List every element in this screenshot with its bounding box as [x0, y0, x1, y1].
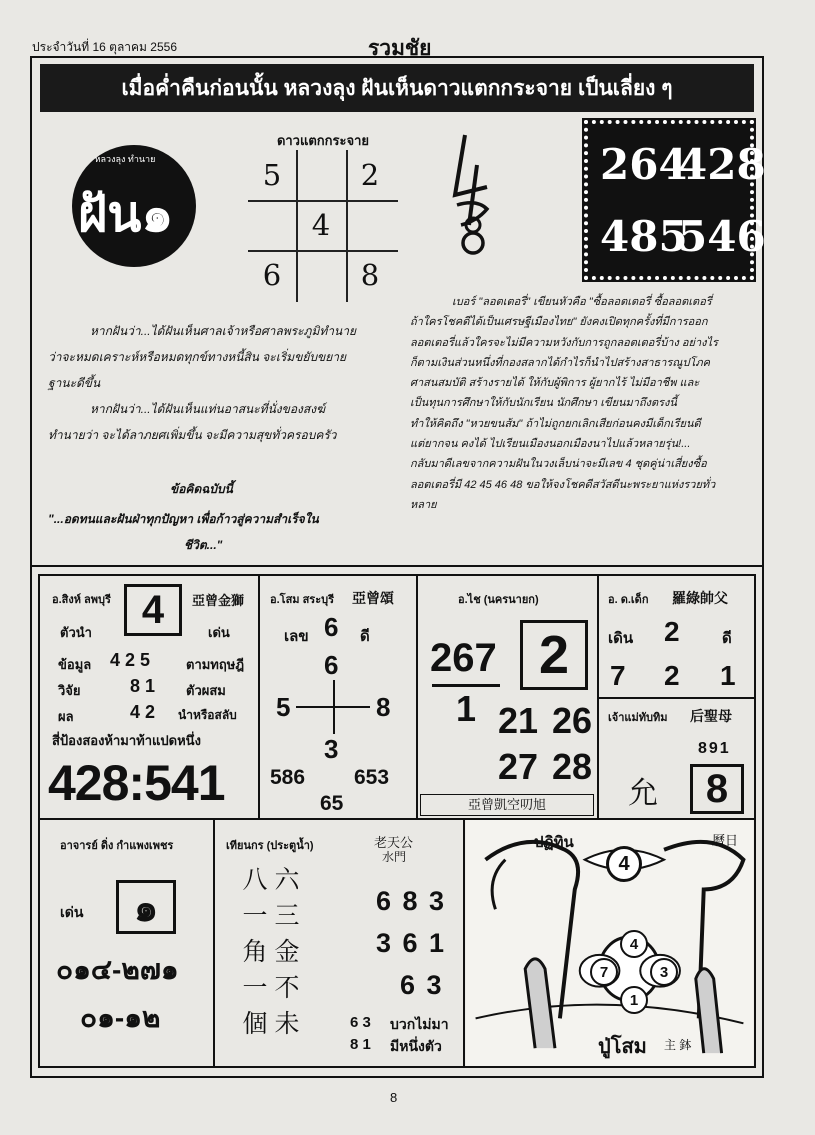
tian-col1-char: 角 — [242, 937, 268, 966]
singh-row-value-3: 4 2 — [130, 702, 156, 722]
singh-lead-label: ตัวนำ — [60, 625, 92, 640]
tian-chinese-top: 老天公 — [374, 835, 414, 850]
ding-line-2: ๐๑-๑๒ — [80, 1002, 161, 1033]
tian-foot-2-num: 8 1 — [350, 1036, 371, 1053]
right-para-line: ถ้าใครโชคดีได้เป็นเศรษฐีเมืองไทย" ยังคงเปิดทุกครั้งที่มีการออก — [410, 316, 708, 329]
dek-title: อ. ด.เด็ก — [608, 594, 649, 606]
grid-line-v1 — [296, 150, 298, 302]
grid-bottom-left: 6 — [262, 258, 282, 292]
page-date: ประจำวันที่ 16 ตุลาคม 2556 — [32, 40, 177, 54]
right-para-line: ทำให้คิดถึง "หวยขนส้ม" ถ้าไม่ถูกยกเลิกเสียก่อนคงมีเด็กเรียนดี — [410, 417, 701, 430]
calendar-petal-right-circle — [650, 958, 678, 986]
divider-bottom — [38, 1066, 756, 1068]
calendar-petal-left: 7 — [599, 963, 609, 981]
tian-col1-char: 個 — [242, 1009, 268, 1038]
som-title: อ.โสม สระบุรี — [270, 594, 335, 606]
headline-text: เมื่อค่ำคืนก่อนนั้น หลวงลุง ฝันเห็นดาวแตกกระจาย เป็นเลี่ยง ๆ — [121, 76, 673, 100]
singh-row-note-2: ตัวผสม — [186, 683, 226, 698]
singh-row-note-1: ตามทฤษฎี — [186, 657, 245, 672]
tubtim-boxed-digit: 8 — [705, 766, 729, 811]
tubtim-glyph: 允 — [628, 777, 658, 810]
tian-foot-1-num: 6 3 — [350, 1014, 371, 1031]
tian-chinese-sub: 水門 — [382, 850, 407, 864]
som-right-num: 653 — [354, 766, 390, 789]
calendar-top-digit: 4 — [618, 852, 630, 875]
tian-foot-2-text: มีหนึ่งตัว — [390, 1038, 442, 1054]
tubtim-small-num: 891 — [698, 740, 731, 757]
divider-v4 — [213, 818, 215, 1066]
calendar-chinese: 曆日 — [712, 833, 739, 848]
chai-boxed-box — [520, 620, 588, 690]
right-para-line: ลอตเตอรี่แล้วใครจะไม่มีความหวังกับการถูกลอตเตอรี่บ้าง อย่างไร — [410, 336, 718, 349]
divider-left — [38, 574, 40, 1068]
singh-row-value-2: 8 1 — [130, 676, 156, 696]
singh-row-label-1: ข้อมูล — [58, 657, 92, 672]
chai-footer-box — [420, 794, 594, 816]
right-para-line: เบอร์ "ลอตเตอรี่" เขียนหัวคือ "ซื้อลอตเตอรี่ ซื้อลอตเตอรี่ — [452, 296, 712, 308]
left-para-line: หากฝันว่า...ได้ฝันเห็นแท่นอาสนะที่นั่งของสงฆ์ — [90, 402, 326, 416]
som-bottom-num: 65 — [320, 792, 344, 815]
divider-right — [754, 574, 756, 1068]
dek-chinese: 羅綠帥父 — [672, 590, 728, 606]
right-para-line: ศาสนสมบัติ สร้างรายได้ ให้กับผู้พิการ ผู้ยากไร้ ไม่มีอาชีพ และ — [410, 377, 700, 390]
right-para-line: กลับมาดีเลขจากความฝันในวงเล็บน่าจะมีเลข 4 ชุดคู่น่าเสี่ยงซื้อ — [410, 458, 707, 471]
divider-v2 — [416, 574, 418, 818]
chai-pair-2: 26 — [552, 700, 593, 741]
som-cross-bottom: 3 — [324, 734, 339, 764]
calendar-petal-right: 3 — [659, 963, 669, 981]
singh-top-digit-box — [124, 584, 182, 636]
divider-inner-top — [38, 574, 756, 576]
left-para-line: ฐานะดีขึ้น — [48, 376, 101, 390]
singh-row-label-2: วิจัย — [58, 683, 81, 698]
divider-dek — [597, 697, 756, 699]
calendar-top-digit-circle — [606, 846, 642, 882]
right-para-line: ก็ตามเงินส่วนหนึ่งที่กองสลากได้กำไรก็นำไปสร้างสาธารณูปโภค — [410, 356, 711, 369]
ding-boxed-box — [116, 880, 176, 934]
calendar-petal-top: 4 — [629, 935, 639, 953]
tubtim-title: เจ้าแม่ทับทิม — [608, 712, 668, 724]
chai-boxed-digit: 2 — [538, 625, 570, 685]
featured-number-3: 485 — [600, 212, 688, 261]
tian-col1-char: 一 — [242, 901, 268, 930]
handwritten-digits-graphic — [447, 125, 507, 265]
divider-top-sections — [30, 565, 764, 567]
singh-title: อ.สิงห์ ลพบุรี — [52, 594, 111, 606]
tian-col1-char: 八 — [242, 865, 268, 894]
ding-line-1: ๐๑๔-๒๗๑ — [56, 954, 179, 985]
chai-pair-3: 27 — [498, 746, 539, 787]
right-para-line: ลอตเตอรี่มี 42 45 46 48 ขอให้จงโชคดีสวัสดีนะพระยาแห่งรวยทั่ว — [410, 478, 716, 491]
grid-line-h2 — [248, 250, 398, 252]
som-lek-value: 6 — [324, 612, 339, 642]
som-cross-h — [296, 706, 370, 708]
left-para-line: หากฝันว่า...ได้ฝันเห็นศาลเจ้าหรือศาลพระภูมิทำนาย — [90, 324, 356, 338]
singh-big-number: 428:541 — [48, 755, 225, 811]
left-para-line: ทำนายว่า จะได้ลาภยศเพิ่มขึ้น จะมีความสุขทั่วครอบครัว — [48, 428, 337, 442]
grid-bottom-right: 8 — [360, 258, 380, 292]
singh-row-label-3: ผล — [58, 709, 74, 724]
star-grid-title: ดาวแตกกระจาย — [276, 133, 370, 148]
grid-top-right: 2 — [360, 158, 380, 192]
motto-title: ข้อคิดฉบับนี้ — [170, 482, 233, 496]
tian-title: เทียนกร (ประตูน้ำ) — [226, 840, 314, 852]
tian-col2-char: 不 — [274, 973, 300, 1002]
singh-top-digit: 4 — [141, 587, 165, 632]
tubtim-chinese: 后聖母 — [690, 708, 732, 724]
logo-small-text: หลวงลุง ทำนาย — [94, 154, 156, 164]
chai-underline — [432, 684, 500, 687]
tubtim-boxed-box — [690, 764, 744, 814]
motto-line-2: ชีวิต..." — [184, 538, 223, 552]
ding-play-label: เด่น — [60, 904, 84, 920]
chai-title: อ.ไช (นครนายก) — [458, 594, 539, 606]
chai-pair-4: 28 — [552, 746, 593, 787]
chai-single: 1 — [456, 688, 477, 729]
dek-dern-label: เดิน — [608, 630, 634, 647]
masthead: รวมชัย — [368, 35, 432, 60]
featured-number-4: 546 — [678, 212, 766, 261]
tian-row-1: 6 8 3 — [376, 886, 447, 916]
som-chinese: 亞曾頌 — [352, 590, 394, 606]
left-column-text — [48, 318, 386, 448]
chai-pair-1: 21 — [498, 700, 539, 741]
som-cross-right: 8 — [376, 692, 391, 722]
tian-col1-char: 一 — [242, 973, 268, 1002]
calendar-petal-top-circle — [620, 930, 648, 958]
calendar-petal-left-circle — [590, 958, 618, 986]
singh-row-value-1: 4 2 5 — [110, 650, 151, 670]
calendar-footer: ปู่โสม — [598, 1036, 647, 1058]
ding-title: อาจารย์ ดิ่ง กำแพงเพชร — [60, 840, 174, 852]
headline-banner — [40, 64, 754, 112]
grid-top-left: 5 — [262, 158, 282, 192]
tian-col2-char: 六 — [274, 865, 300, 894]
featured-number-1: 264 — [600, 140, 688, 189]
singh-row-note-3: นำหรือสลับ — [178, 708, 237, 722]
tian-row-3: 6 3 — [400, 970, 444, 1000]
page-number: 8 — [390, 1090, 398, 1105]
dek-dern-value: 2 — [664, 616, 680, 647]
dek-digit-1: 7 — [610, 660, 626, 691]
right-column-text — [410, 292, 756, 515]
grid-line-v2 — [346, 150, 348, 302]
grid-center: 4 — [311, 208, 331, 242]
tian-col2-char: 三 — [274, 901, 300, 930]
motto-line-1: "...อดทนและฝันฝ่าทุกปัญหา เพื่อก้าวสู่ความสำเร็จใน — [48, 512, 319, 526]
calendar-petal-bottom: 1 — [629, 991, 639, 1009]
dek-digit-3: 1 — [720, 660, 736, 691]
chai-three-digit: 267 — [430, 636, 497, 680]
left-para-line: ว่าจะหมดเคราะห์หรือหมดทุกข์ทางหนี้สิน จะเริ่มขยับขยาย — [48, 350, 347, 364]
right-para-line: เป็นทุนการศึกษาให้กับนักเรียน นักศึกษา เขียนมาถึงตรงนี้ — [410, 397, 677, 410]
logo-big-text: ฝัน๑ — [78, 184, 174, 243]
som-left-num: 586 — [270, 766, 306, 789]
som-di-label: ดี — [360, 628, 370, 645]
dek-digit-2: 2 — [664, 660, 680, 691]
calendar-title: ปฏิทิน — [534, 834, 574, 851]
som-lek-label: เลข — [284, 628, 309, 645]
chai-footer-chinese: 亞曾凱空叨旭 — [467, 797, 546, 812]
som-cross-top: 6 — [324, 650, 339, 680]
tian-col2-char: 未 — [274, 1009, 300, 1038]
tian-col-1 — [240, 862, 270, 1042]
divider-v1 — [258, 574, 260, 818]
tian-row-2: 3 6 1 — [376, 928, 447, 958]
grid-line-h1 — [248, 200, 398, 202]
som-cross-left: 5 — [276, 692, 291, 722]
singh-footer: สี่ป้องสองห้ามาท้าแปดหนึ่ง — [52, 733, 201, 748]
dream-logo — [72, 145, 196, 267]
featured-number-2: 428 — [678, 140, 766, 189]
right-para-line: แต่ยากจน คงได้ ไปเรียนเมืองนอกเมืองนาไปแล้วหลายรุ่น!... — [410, 438, 691, 451]
tian-foot-1-text: บวกไม่มา — [390, 1016, 449, 1032]
tian-col2-char: 金 — [274, 937, 300, 966]
dek-di-label: ดี — [722, 630, 732, 647]
tian-col-2 — [272, 862, 302, 1042]
calendar-petal-bottom-circle — [620, 986, 648, 1014]
calendar-footer-small: 主 鉢 — [664, 1038, 692, 1052]
ding-boxed-digit: ๑ — [133, 887, 159, 930]
singh-play-label: เด่น — [208, 625, 230, 640]
divider-v3 — [597, 574, 599, 818]
right-para-line: หลาย — [410, 498, 437, 511]
singh-chinese: 亞曾金獅 — [192, 593, 245, 608]
featured-numbers-box — [584, 120, 766, 280]
